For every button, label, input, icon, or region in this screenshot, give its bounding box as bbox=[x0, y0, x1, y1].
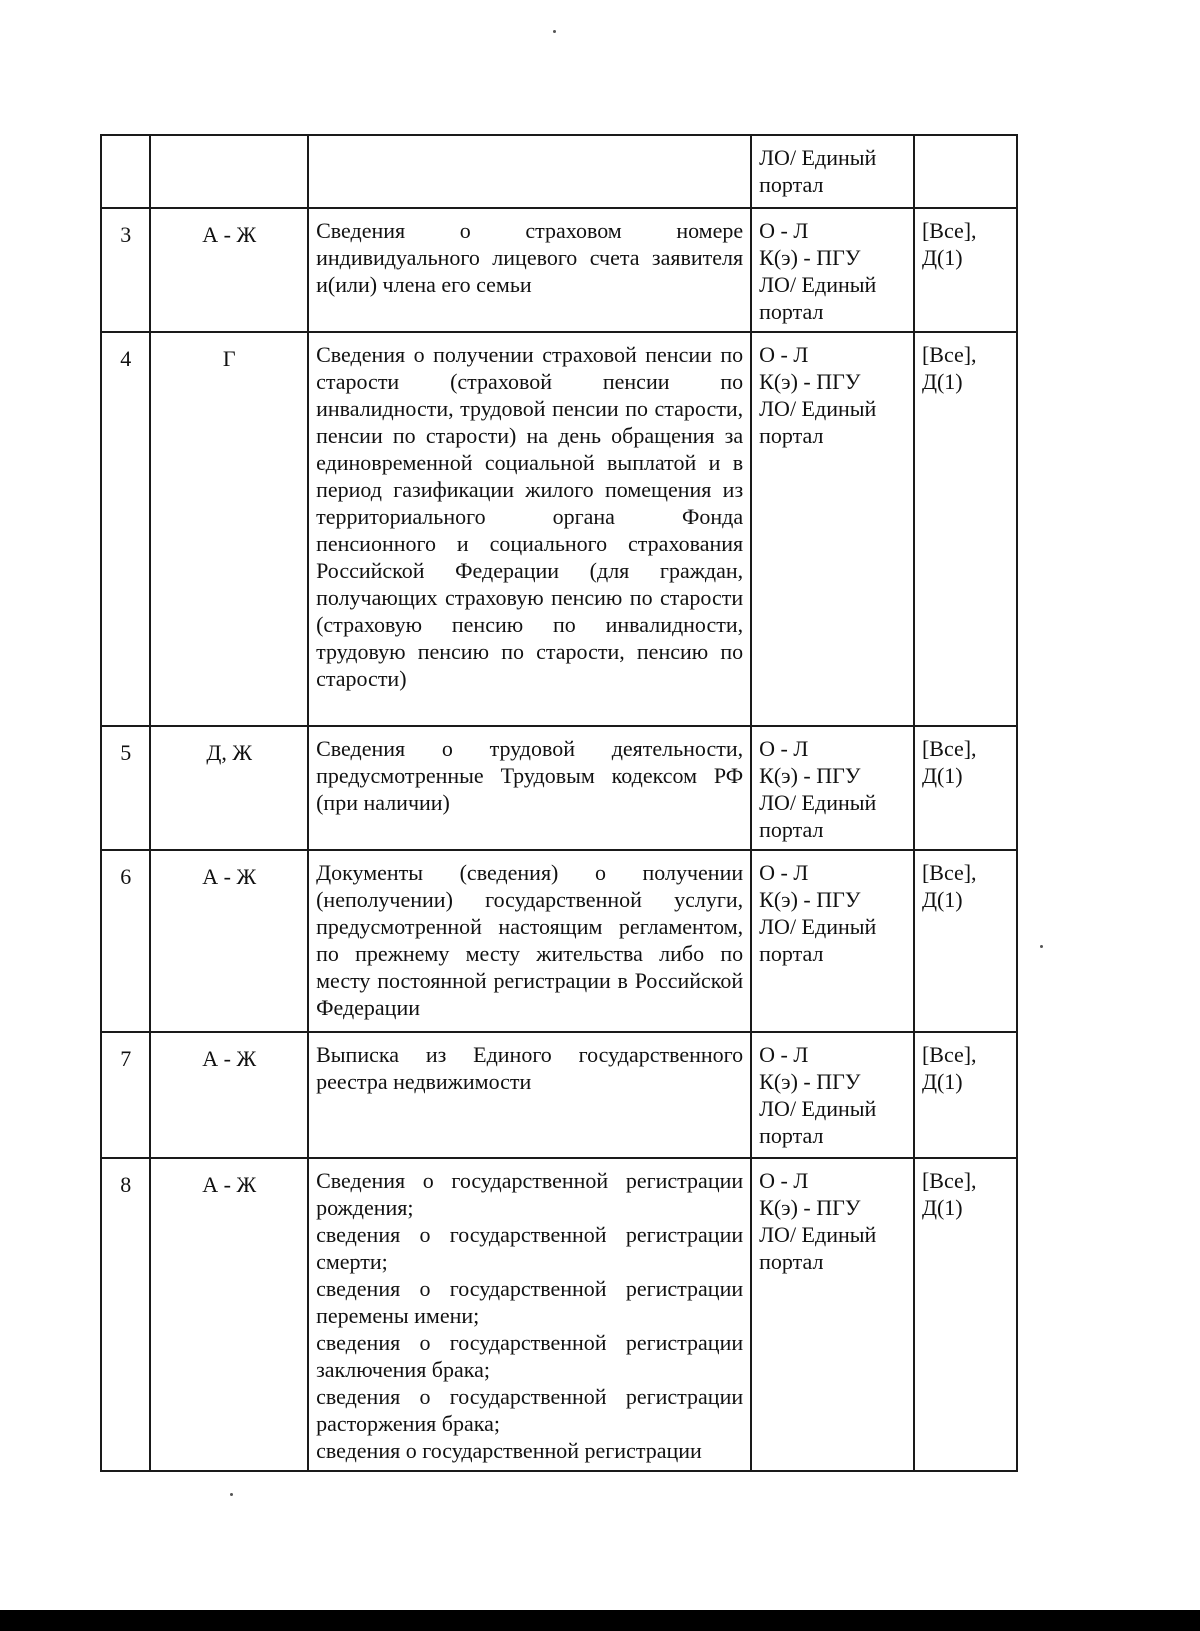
tag-line: [Все], bbox=[921, 342, 977, 367]
description-line: Выписка из Единого государственного реестра недвижимости bbox=[316, 1042, 744, 1094]
description-line: Сведения о трудовой деятельности, предусмотренные Трудовым кодексом РФ (при наличии) bbox=[316, 736, 744, 815]
source-line: ЛО/ Единый bbox=[759, 1096, 877, 1121]
row-number: 3 bbox=[101, 208, 150, 332]
source-line: К(э) - ПГУ bbox=[759, 1069, 861, 1094]
row-source bbox=[751, 135, 914, 208]
scan-speck bbox=[230, 1493, 233, 1496]
description-line: сведения о государственной регистрации перемены имени; bbox=[316, 1276, 744, 1328]
description-line: Сведения о государственной регистрации рождения; bbox=[316, 1168, 744, 1220]
row-description bbox=[308, 332, 751, 726]
row-description bbox=[308, 1158, 751, 1471]
row-description bbox=[308, 850, 751, 1032]
scan-edge-bar bbox=[0, 1610, 1200, 1631]
source-line: К(э) - ПГУ bbox=[759, 245, 861, 270]
row-description bbox=[308, 208, 751, 332]
tag-line: Д(1) bbox=[921, 1195, 963, 1220]
source-line: портал bbox=[759, 817, 824, 842]
source-line: портал bbox=[759, 941, 824, 966]
source-line: портал bbox=[759, 299, 824, 324]
row-source bbox=[751, 1158, 914, 1471]
tag-line: [Все], bbox=[921, 736, 977, 761]
description-line: сведения о государственной регистрации bbox=[316, 1438, 702, 1463]
source-line: ЛО/ Единый bbox=[759, 1222, 877, 1247]
documents-table bbox=[100, 134, 1018, 1472]
source-line: ЛО/ Единый bbox=[759, 145, 877, 170]
source-line: портал bbox=[759, 1249, 824, 1274]
row-description bbox=[308, 1032, 751, 1158]
source-line: ЛО/ Единый bbox=[759, 272, 877, 297]
row-source bbox=[751, 208, 914, 332]
tag-line: Д(1) bbox=[921, 763, 963, 788]
row-group: А - Ж bbox=[150, 208, 308, 332]
row-source bbox=[751, 850, 914, 1032]
row-number: 7 bbox=[101, 1032, 150, 1158]
row-source bbox=[751, 726, 914, 850]
description-line: сведения о государственной регистрации расторжения брака; bbox=[316, 1384, 744, 1436]
tag-line: [Все], bbox=[921, 1042, 977, 1067]
row-source bbox=[751, 332, 914, 726]
row-number: 8 bbox=[101, 1158, 150, 1471]
source-line: О - Л bbox=[759, 1168, 809, 1193]
scan-speck bbox=[553, 30, 556, 33]
table-row bbox=[101, 726, 1017, 850]
description-line: Документы (сведения) о получении (неполучении) государственной услуги, предусмотренной настоящим регламентом, по прежнему месту жительства либо по месту постоянной регистрации в Российской Федерации bbox=[316, 860, 744, 1020]
row-number bbox=[101, 135, 150, 208]
table-row bbox=[101, 1032, 1017, 1158]
row-number: 6 bbox=[101, 850, 150, 1032]
source-line: ЛО/ Единый bbox=[759, 914, 877, 939]
row-description bbox=[308, 726, 751, 850]
tag-line: Д(1) bbox=[921, 887, 963, 912]
row-group: Г bbox=[150, 332, 308, 726]
row-source bbox=[751, 1032, 914, 1158]
table-row bbox=[101, 850, 1017, 1032]
tag-line: [Все], bbox=[921, 1168, 977, 1193]
table-row bbox=[101, 135, 1017, 208]
source-line: К(э) - ПГУ bbox=[759, 1195, 861, 1220]
row-group: А - Ж bbox=[150, 1158, 308, 1471]
row-tag bbox=[914, 850, 1017, 1032]
table-row bbox=[101, 1158, 1017, 1471]
source-line: О - Л bbox=[759, 342, 809, 367]
row-tag bbox=[914, 726, 1017, 850]
table-body bbox=[101, 135, 1017, 1471]
row-tag bbox=[914, 135, 1017, 208]
source-line: О - Л bbox=[759, 736, 809, 761]
tag-line: [Все], bbox=[921, 218, 977, 243]
table-row bbox=[101, 332, 1017, 726]
row-tag bbox=[914, 1032, 1017, 1158]
row-tag bbox=[914, 208, 1017, 332]
scan-speck bbox=[1040, 945, 1043, 948]
row-group: Д, Ж bbox=[150, 726, 308, 850]
row-group: А - Ж bbox=[150, 850, 308, 1032]
row-group bbox=[150, 135, 308, 208]
source-line: К(э) - ПГУ bbox=[759, 369, 861, 394]
source-line: К(э) - ПГУ bbox=[759, 763, 861, 788]
tag-line: Д(1) bbox=[921, 1069, 963, 1094]
row-number: 4 bbox=[101, 332, 150, 726]
source-line: ЛО/ Единый bbox=[759, 396, 877, 421]
source-line: портал bbox=[759, 423, 824, 448]
row-tag bbox=[914, 1158, 1017, 1471]
source-line: О - Л bbox=[759, 860, 809, 885]
tag-line: Д(1) bbox=[921, 369, 963, 394]
row-tag bbox=[914, 332, 1017, 726]
source-line: портал bbox=[759, 172, 824, 197]
tag-line: [Все], bbox=[921, 860, 977, 885]
source-line: О - Л bbox=[759, 218, 809, 243]
source-line: К(э) - ПГУ bbox=[759, 887, 861, 912]
row-group: А - Ж bbox=[150, 1032, 308, 1158]
description-line: Сведения о страховом номере индивидуального лицевого счета заявителя и(или) члена его семьи bbox=[316, 218, 744, 297]
row-description bbox=[308, 135, 751, 208]
description-line: сведения о государственной регистрации смерти; bbox=[316, 1222, 744, 1274]
description-line: сведения о государственной регистрации заключения брака; bbox=[316, 1330, 744, 1382]
source-line: О - Л bbox=[759, 1042, 809, 1067]
tag-line: Д(1) bbox=[921, 245, 963, 270]
row-number: 5 bbox=[101, 726, 150, 850]
source-line: портал bbox=[759, 1123, 824, 1148]
description-line: Сведения о получении страховой пенсии по старости (страховой пенсии по инвалидности, трудовой пенсии по старости, пенсии по старости) на день обращения за единовременной социальной выплатой и в период газификации жилого помещения из территориального органа Фонда пенсионного и социального страхования Российской Федерации (для граждан, получающих страховую пенсию по старости (страховую пенсию по инвалидности, трудовую пенсию по старости, пенсию по старости) bbox=[316, 342, 744, 691]
table-row bbox=[101, 208, 1017, 332]
source-line: ЛО/ Единый bbox=[759, 790, 877, 815]
